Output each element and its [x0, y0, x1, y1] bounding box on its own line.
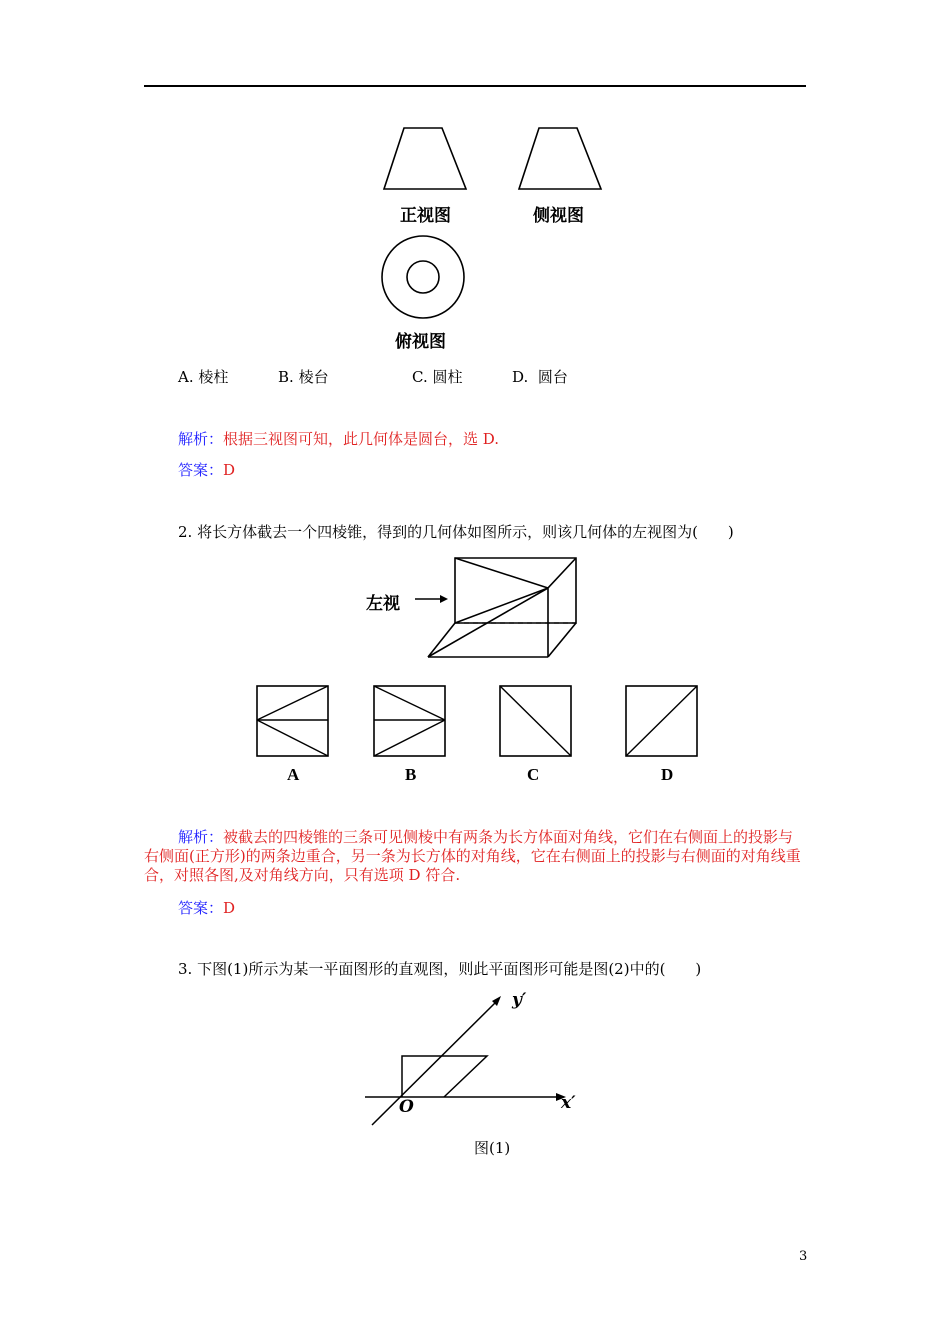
option-d: D. 圆台	[512, 368, 568, 386]
q2-analysis	[144, 828, 808, 885]
top-view-label: 俯视图	[395, 332, 446, 352]
choice-c-figure	[499, 685, 573, 759]
option-c: C. 圆柱	[412, 368, 463, 386]
origin-label: O	[399, 1097, 414, 1117]
answer-value: D	[223, 899, 236, 917]
q2-stem: 2. 将长方体截去一个四棱锥，得到的几何体如图所示，则该几何体的左视图为( )	[178, 523, 734, 541]
axis-y-label: y′	[512, 990, 527, 1010]
figure-caption: 图(1)	[474, 1139, 511, 1157]
choice-d-label: D	[661, 765, 674, 784]
q1-analysis	[178, 428, 499, 449]
analysis-label: 解析：	[178, 430, 224, 448]
choice-d-figure	[625, 685, 699, 759]
analysis-text: 根据三视图可知，此几何体是圆台，选 D.	[223, 430, 500, 448]
top-view-annulus	[380, 234, 470, 324]
choice-c-label: C	[527, 765, 540, 784]
choice-a-figure	[256, 685, 330, 759]
analysis-text: 被截去的四棱锥的三条可见侧棱中有两条为长方体面对角线，它们在右侧面上的投影与右侧面(正方形)的两条边重合，另一条为长方体的对角线，它在右侧面上的投影与右侧面的对角线重合，对照各图,及对角线方向，只有选项 D 符合.	[144, 828, 801, 884]
axis-x-label: x′	[561, 1093, 576, 1113]
front-view-trapezoid	[380, 125, 470, 193]
option-a: A. 棱柱	[178, 368, 229, 386]
answer-label: 答案：	[178, 461, 224, 479]
q3-stem: 3. 下图(1)所示为某一平面图形的直观图，则此平面图形可能是图(2)中的( )	[178, 960, 702, 978]
analysis-label: 解析：	[178, 828, 224, 846]
page-number: 3	[799, 1249, 808, 1264]
side-view-trapezoid	[515, 125, 605, 193]
side-view-label: 侧视图	[533, 206, 584, 226]
cut-solid-figure	[410, 555, 590, 665]
answer-value: D	[223, 461, 236, 479]
choice-a-label: A	[287, 765, 300, 784]
option-b: B. 棱台	[278, 368, 329, 386]
oblique-axes-figure	[360, 988, 580, 1128]
q1-answer	[178, 459, 235, 480]
choice-b-figure	[373, 685, 447, 759]
left-view-label: 左视	[366, 594, 400, 614]
choice-b-label: B	[405, 765, 417, 784]
front-view-label: 正视图	[400, 206, 451, 226]
answer-label: 答案：	[178, 899, 224, 917]
q2-answer	[178, 897, 235, 918]
header-rule	[144, 85, 806, 87]
